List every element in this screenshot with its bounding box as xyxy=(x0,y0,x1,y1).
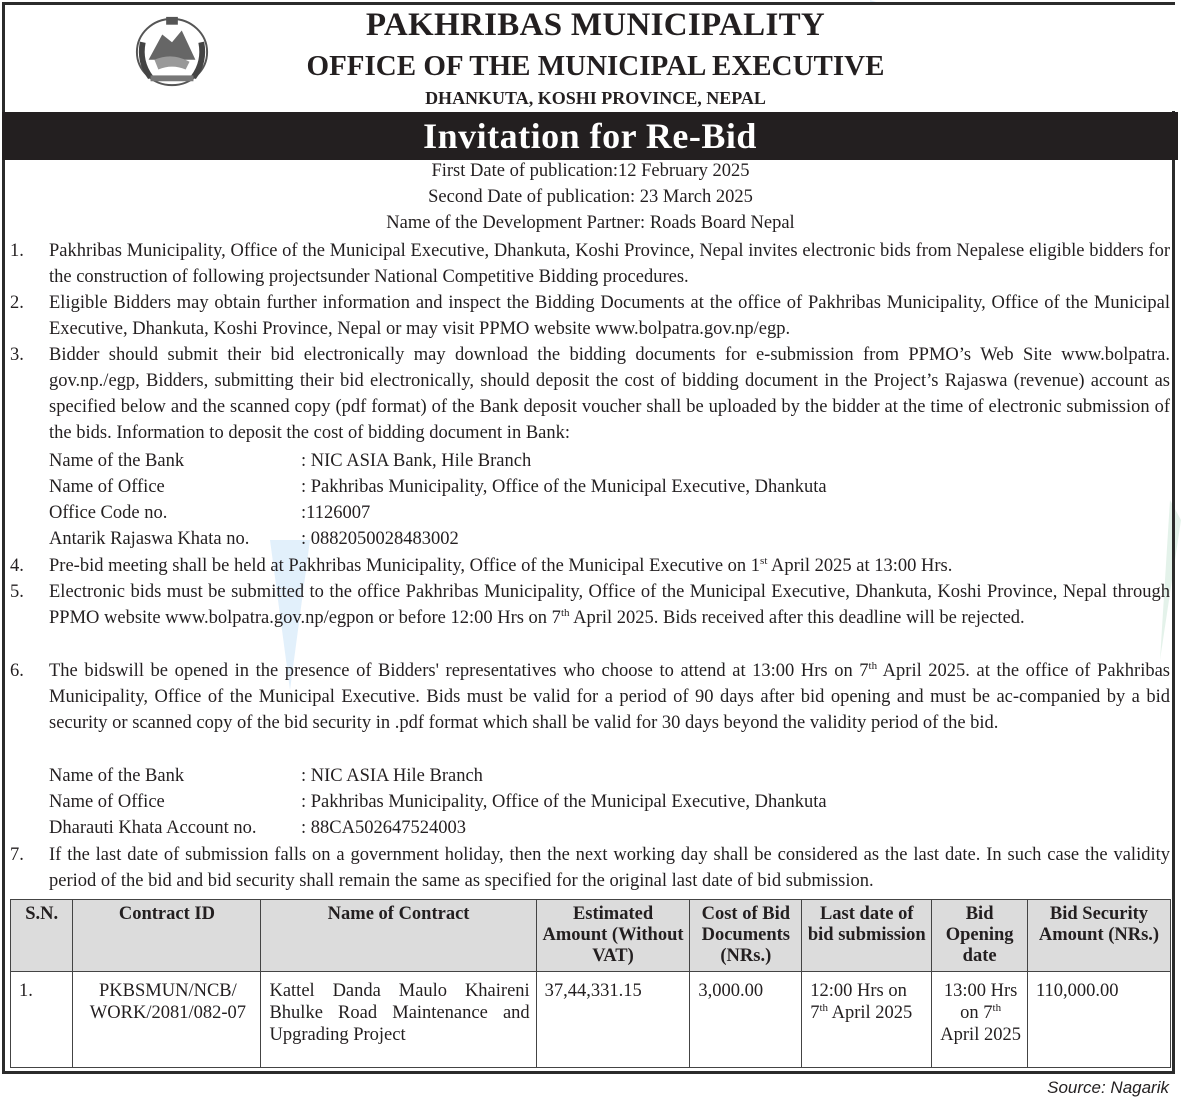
header-sn: S.N. xyxy=(11,900,73,972)
clause-text-part: April 2025. at the office of Pakhribas Municipality, Office of the Municipal Executive. Bids must be valid for a period of 90 days after bid opening and must be ac-companied by a bid security or scanned copy of the bid security in .pdf format which shall be valid for 30 days beyond the validity period of the bid. xyxy=(49,661,1170,733)
khata-label: Antarik Rajaswa Khata no. xyxy=(49,529,250,549)
office-value: : Pakhribas Municipality, Office of the Municipal Executive, Dhankuta xyxy=(301,792,827,812)
office-name: OFFICE OF THE MUNICIPAL EXECUTIVE xyxy=(306,50,885,82)
header-estimated-amount: Estimated Amount (Without VAT) xyxy=(536,900,690,972)
cell-contract-id: PKBSMUN/NCB/ WORK/2081/082-07 xyxy=(73,972,261,1068)
bank-cost-row xyxy=(49,448,531,474)
table-header-row xyxy=(11,900,1171,972)
clause-1 xyxy=(10,238,1170,290)
clause-5 xyxy=(10,579,1170,631)
clause-2 xyxy=(10,290,1170,342)
clause-text xyxy=(49,658,1170,736)
clause-4 xyxy=(10,553,1170,579)
bank-label: Name of the Bank xyxy=(49,766,185,786)
dharauti-label: Dharauti Khata Account no. xyxy=(49,818,257,838)
cell-last-date xyxy=(802,972,932,1068)
bank-value: : NIC ASIA Bank, Hile Branch xyxy=(301,451,532,471)
contract-table xyxy=(10,899,1171,1068)
office-code-value: :1126007 xyxy=(301,503,371,523)
office-label: Name of Office xyxy=(49,477,165,497)
bank-security-row xyxy=(49,815,466,841)
cell-estimated-amount: 37,44,331.15 xyxy=(536,972,690,1068)
table-row xyxy=(11,972,1171,1068)
ordinal-suffix: th xyxy=(819,1001,829,1014)
header-bid-security: Bid Security Amount (NRs.) xyxy=(1027,900,1170,972)
bank-cost-row xyxy=(49,526,459,552)
clause-text: If the last date of submission falls on a government holiday, then the next working day shall be considered as the last date. In such case the validity period of the bid and bid security shall remain the same as specified for the original last date of bid submission. xyxy=(49,845,1170,891)
clause-text xyxy=(49,553,1170,579)
second-publication-date: Second Date of publication: 23 March 2025 xyxy=(428,187,753,207)
clause-text-part: April 2025 at 13:00 Hrs. xyxy=(767,556,953,576)
header-opening-date: Bid Opening date xyxy=(932,900,1028,972)
clause-text: Pakhribas Municipality, Office of the Municipal Executive, Dhankuta, Koshi Province, Nepal invites electronic bids from Nepalese eligible bidders for the construction of following projectsunder National Competitive Bidding procedures. xyxy=(49,241,1170,287)
notice-banner xyxy=(2,112,1178,160)
clause-number: 3. xyxy=(10,345,24,365)
opening-date-text: 13:00 Hrs on 7 xyxy=(943,981,1018,1023)
clause-text-part: April 2025. Bids received after this deadline will be rejected. xyxy=(569,608,1025,628)
cell-bid-security: 110,000.00 xyxy=(1027,972,1170,1068)
clause-text: Eligible Bidders may obtain further information and inspect the Bidding Documents at the office of Pakhribas Municipality, Office of the Municipal Executive, Dhankuta, Koshi Province, Nepal or may visit PPMO website www.bolpatra.gov.np/egp. xyxy=(49,293,1170,339)
clause-number: 5. xyxy=(10,582,24,602)
header-last-date: Last date of bid submission xyxy=(802,900,932,972)
last-date-text: April 2025 xyxy=(828,1003,913,1023)
cell-opening-date xyxy=(932,972,1028,1068)
development-partner: Name of the Development Partner: Roads Board Nepal xyxy=(386,213,795,233)
bank-cost-row xyxy=(49,474,827,500)
clause-7 xyxy=(10,842,1170,894)
clause-number: 2. xyxy=(10,293,24,313)
clause-number: 6. xyxy=(10,661,24,681)
bank-value: : NIC ASIA Hile Branch xyxy=(301,766,483,786)
office-value: : Pakhribas Municipality, Office of the Municipal Executive, Dhankuta xyxy=(301,477,827,497)
bank-security-row xyxy=(49,763,483,789)
ordinal-suffix: th xyxy=(992,1001,1002,1014)
notice-header xyxy=(5,5,1176,111)
first-publication-date: First Date of publication:12 February 2025 xyxy=(431,161,750,181)
khata-value: : 0882050028483002 xyxy=(301,529,459,549)
opening-date-text: April 2025 xyxy=(940,1025,1021,1045)
bank-security-row xyxy=(49,789,827,815)
municipality-name: PAKHRIBAS MUNICIPALITY xyxy=(365,7,826,43)
header-cost-bid-docs: Cost of Bid Documents (NRs.) xyxy=(690,900,802,972)
clause-6 xyxy=(10,658,1170,736)
ordinal-suffix: th xyxy=(868,659,878,672)
cell-cost-bid-docs: 3,000.00 xyxy=(690,972,802,1068)
office-code-label: Office Code no. xyxy=(49,503,168,523)
ordinal-suffix: th xyxy=(560,606,570,619)
office-location: DHANKUTA, KOSHI PROVINCE, NEPAL xyxy=(425,88,766,108)
cell-sn: 1. xyxy=(11,972,73,1068)
office-label: Name of Office xyxy=(49,792,165,812)
ordinal-suffix: st xyxy=(760,554,768,567)
header-contract-id: Contract ID xyxy=(73,900,261,972)
clause-number: 7. xyxy=(10,845,24,865)
clause-text-part: Electronic bids must be submitted to the office Pakhribas Municipality, Office of the Municipal Executive, Dhankuta, Koshi Province, Nepal through PPMO website www.bolpatra.gov.np/egpon or before 12:00 Hrs on 7 xyxy=(49,582,1170,628)
clause-number: 4. xyxy=(10,556,24,576)
clause-text: Bidder should submit their bid electronically may download the bidding documents for e-submission from PPMO’s Web Site www.bolpatra. gov.np./egp, Bidders, submitting their bid electronically, should deposit the cost of bidding document in the Project’s Rajaswa (revenue) account as specified below and the scanned copy (pdf format) of the Bank deposit voucher shall be uploaded by the bidder at the time of electronic submission of the bids. Information to deposit the cost of bidding document in Bank: xyxy=(49,345,1170,443)
dharauti-value: : 88CA502647524003 xyxy=(301,818,466,838)
header-contract-name: Name of Contract xyxy=(261,900,536,972)
source-credit: Source: Nagarik xyxy=(1047,1078,1169,1097)
clause-number: 1. xyxy=(10,241,24,261)
clause-text-part: The bidswill be opened in the presence of Bidders' representatives who choose to attend at 13:00 Hrs on 7 xyxy=(49,661,869,681)
notice-title: Invitation for Re-Bid xyxy=(423,116,757,156)
clause-3 xyxy=(10,342,1170,446)
bank-label: Name of the Bank xyxy=(49,451,185,471)
cell-contract-name: Kattel Danda Maulo Khaireni Bhulke Road Maintenance and Upgrading Project xyxy=(261,972,536,1068)
clause-text xyxy=(49,579,1170,631)
bank-cost-row xyxy=(49,500,370,526)
clause-text-part: Pre-bid meeting shall be held at Pakhribas Municipality, Office of the Municipal Executive on 1 xyxy=(49,556,761,576)
last-date-text: 12:00 Hrs on 7 xyxy=(810,981,907,1023)
